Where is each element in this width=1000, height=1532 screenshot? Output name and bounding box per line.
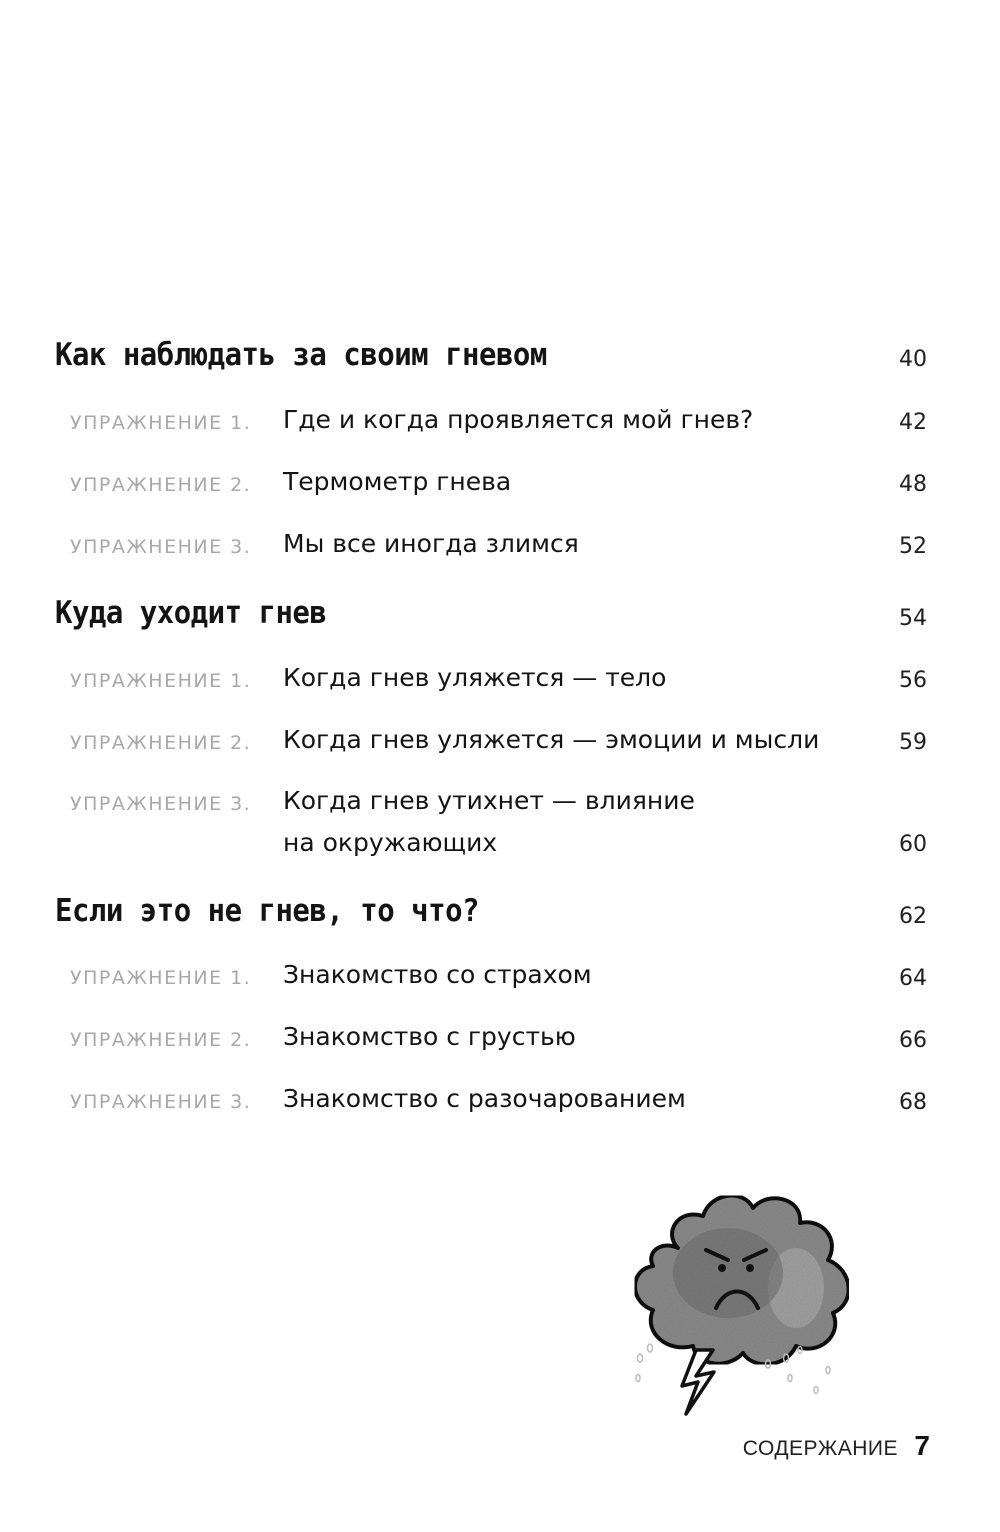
toc-exercise-prefix: УПРАЖНЕНИЕ 3. xyxy=(70,536,252,558)
toc-page-number: 54 xyxy=(899,606,927,631)
toc-page-number: 42 xyxy=(899,410,927,435)
running-footer-label: СОДЕРЖАНИЕ xyxy=(742,1437,898,1460)
toc-exercise-title: Мы все иногда злимся xyxy=(283,529,579,558)
toc-page-number: 40 xyxy=(899,347,927,372)
toc-exercise-title: Знакомство с разочарованием xyxy=(283,1084,686,1113)
toc-exercise-title: Когда гнев уляжется — тело xyxy=(283,663,667,692)
toc-section-title: Если это не гнев, то что? xyxy=(55,891,479,929)
toc-page-number: 56 xyxy=(899,668,927,693)
toc-exercise-title: Знакомство со страхом xyxy=(283,960,592,989)
toc-exercise-title: Знакомство с грустью xyxy=(283,1022,576,1051)
toc-exercise-prefix: УПРАЖНЕНИЕ 1. xyxy=(70,670,252,692)
toc-exercise-title: Когда гнев утихнет — влияние на окружающих xyxy=(283,786,695,857)
toc-page-number: 59 xyxy=(899,730,927,755)
toc-exercise-prefix: УПРАЖНЕНИЕ 1. xyxy=(70,967,252,989)
toc-page-number: 60 xyxy=(899,832,927,857)
toc-exercise-title: Где и когда проявляется мой гнев? xyxy=(283,405,754,434)
toc-section-title: Как наблюдать за своим гневом xyxy=(55,335,547,373)
folio-page-number: 7 xyxy=(914,1430,930,1461)
toc-section-title: Куда уходит гнев xyxy=(55,593,327,631)
toc-exercise-prefix: УПРАЖНЕНИЕ 1. xyxy=(70,412,252,434)
toc-page-number: 52 xyxy=(899,534,927,559)
toc-page-number: 62 xyxy=(899,904,927,929)
toc-exercise-prefix: УПРАЖНЕНИЕ 2. xyxy=(70,474,252,496)
angry-storm-cloud-icon xyxy=(618,1178,868,1418)
toc-page-number: 64 xyxy=(899,966,927,991)
toc-page-number: 48 xyxy=(899,472,927,497)
toc-exercise-title: Когда гнев уляжется — эмоции и мысли xyxy=(283,725,820,754)
toc-exercise-prefix: УПРАЖНЕНИЕ 2. xyxy=(70,1029,252,1051)
toc-page-number: 68 xyxy=(899,1090,927,1115)
toc-exercise-title: Термометр гнева xyxy=(283,467,512,496)
toc-page-number: 66 xyxy=(899,1028,927,1053)
toc-exercise-prefix: УПРАЖНЕНИЕ 3. xyxy=(70,793,252,815)
toc-exercise-prefix: УПРАЖНЕНИЕ 2. xyxy=(70,732,252,754)
toc-exercise-prefix: УПРАЖНЕНИЕ 3. xyxy=(70,1091,252,1113)
